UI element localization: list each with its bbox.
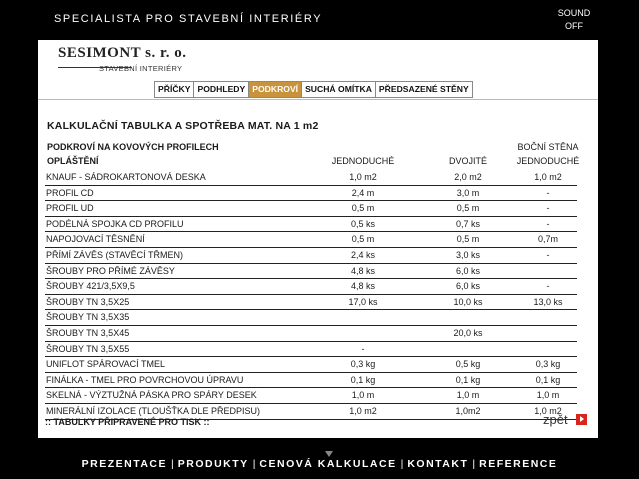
value-side-wall: 1,0 m: [536, 390, 560, 401]
value-side-wall: 13,0 ks: [533, 296, 563, 307]
tab-podhledy[interactable]: PODHLEDY: [194, 81, 249, 98]
table-head-system: PODKROVÍ NA KOVOVÝCH PROFILECH: [47, 142, 219, 152]
value-single: 4,8 ks: [350, 265, 375, 276]
value-side-wall: -: [546, 203, 550, 214]
value-single: 0,1 kg: [350, 374, 376, 385]
back-link[interactable]: zpět: [543, 412, 568, 427]
table-row: [45, 373, 577, 389]
table-row: [45, 326, 577, 342]
table-row: [45, 388, 577, 404]
value-single: 1,0 m2: [349, 405, 377, 416]
material-name: PROFIL CD: [46, 187, 94, 198]
material-name: ŠROUBY TN 3,5X25: [46, 296, 130, 307]
value-single: 17,0 ks: [348, 296, 378, 307]
value-single: 0,5 ks: [350, 218, 375, 229]
nav-cenova-kalkulace[interactable]: CENOVÁ KALKULACE: [259, 458, 397, 470]
sound-label: SOUND: [557, 8, 591, 18]
material-name: NAPOJOVACÍ TĚSNĚNÍ: [46, 234, 145, 245]
nav-reference[interactable]: REFERENCE: [479, 458, 558, 470]
value-single: 4,8 ks: [350, 281, 375, 292]
value-double: 6,0 ks: [455, 281, 480, 292]
material-name: FINÁLKA - TMEL PRO POVRCHOVOU ÚPRAVU: [46, 374, 244, 385]
table-row: [45, 170, 577, 186]
value-double: 2,0 m2: [454, 172, 482, 182]
value-single: 2,4 ks: [350, 249, 375, 260]
value-side-wall: -: [546, 218, 550, 229]
value-double: 1,0 m: [456, 390, 480, 401]
content-panel: [38, 40, 598, 438]
material-name: KNAUF - SÁDROKARTONOVÁ DESKA: [46, 172, 206, 182]
value-double: 1,0m2: [455, 405, 481, 416]
table-row: [45, 217, 577, 233]
table-row: [45, 357, 577, 373]
tab-predsazene-steny[interactable]: PŘEDSAZENÉ STĚNY: [376, 81, 473, 98]
table-row: [45, 201, 577, 217]
sound-state: OFF: [565, 21, 583, 31]
value-side-wall: -: [546, 249, 550, 260]
nav-separator: |: [400, 458, 404, 470]
value-double: 3,0 m: [456, 187, 480, 198]
tab-sucha-omitka[interactable]: SUCHÁ OMÍTKA: [302, 81, 376, 98]
value-side-wall: 0,3 kg: [535, 359, 561, 370]
value-single: 1,0 m: [351, 390, 375, 401]
table-row: [45, 264, 577, 280]
material-name: UNIFLOT SPÁROVACÍ TMEL: [46, 359, 166, 370]
value-single: 1,0 m2: [349, 172, 377, 182]
table-row: [45, 186, 577, 202]
table-row: [45, 342, 577, 358]
value-single: 0,3 kg: [350, 359, 376, 370]
table-title: KALKULAČNÍ TABULKA A SPOTŘEBA MAT. NA 1 m2: [47, 120, 319, 132]
table-row: [45, 310, 577, 326]
value-double: 0,7 ks: [455, 218, 480, 229]
table-row: [45, 232, 577, 248]
material-name: ŠROUBY TN 3,5X35: [46, 312, 130, 323]
divider: [38, 99, 598, 100]
value-single: 0,5 m: [351, 234, 375, 245]
value-double: 10,0 ks: [453, 296, 483, 307]
nav-separator: |: [472, 458, 476, 470]
company-logo[interactable]: SESIMONT s. r. o.: [58, 45, 187, 61]
table-row: [45, 279, 577, 295]
value-double: 0,1 kg: [455, 374, 481, 385]
nav-pointer-icon: [325, 451, 333, 457]
value-double: 20,0 ks: [453, 327, 483, 338]
category-tabs: [154, 81, 473, 98]
site-tagline: SPECIALISTA PRO STAVEBNÍ INTERIÉRY: [54, 13, 323, 25]
print-tables-link[interactable]: :: TABULKY PŘIPRAVENÉ PRO TISK ::: [45, 417, 210, 427]
value-double: 0,5 m: [456, 234, 480, 245]
value-double: 0,5 kg: [455, 359, 481, 370]
tab-pricky[interactable]: PŘÍČKY: [154, 81, 194, 98]
material-table: [45, 170, 577, 420]
nav-prezentace[interactable]: PREZENTACE: [81, 458, 168, 470]
col-header-single: JEDNODUCHÉ: [331, 156, 395, 166]
col-header-side-wall: BOČNÍ STĚNA: [517, 142, 579, 152]
back-arrow-icon[interactable]: [576, 414, 587, 425]
value-side-wall: -: [546, 187, 550, 198]
material-name: SKELNÁ - VÝZTUŽNÁ PÁSKA PRO SPÁRY DESEK: [46, 390, 257, 401]
material-name: PŘÍMÍ ZÁVĚS (STAVĚCÍ TŘMEN): [46, 249, 184, 260]
value-side-wall: -: [546, 281, 550, 292]
col-header-double: DVOJITÉ: [448, 156, 487, 166]
table-row: [45, 248, 577, 264]
value-side-wall: 0,7m: [537, 234, 558, 245]
material-name: ŠROUBY TN 3,5X45: [46, 327, 130, 338]
table-head-cladding: OPLÁŠTĚNÍ: [47, 156, 99, 166]
value-side-wall: 1,0 m2: [534, 405, 562, 416]
nav-separator: |: [171, 458, 174, 470]
nav-produkty[interactable]: PRODUKTY: [177, 458, 249, 470]
sound-toggle[interactable]: [556, 7, 592, 33]
nav-separator: |: [252, 458, 256, 470]
value-single: 0,5 m: [351, 203, 375, 214]
material-name: ŠROUBY TN 3,5X55: [46, 343, 130, 354]
value-double: 6,0 ks: [455, 265, 480, 276]
value-single: 2,4 m: [351, 187, 375, 198]
tab-podkrovi[interactable]: PODKROVÍ: [249, 81, 302, 98]
material-name: MINERÁLNÍ IZOLACE (TLOUŠŤKA DLE PŘEDPISU): [46, 405, 261, 416]
material-name: ŠROUBY PRO PŘÍMÉ ZÁVĚSY: [46, 265, 175, 276]
value-single: -: [361, 343, 365, 354]
material-name: PODÉLNÁ SPOJKA CD PROFILU: [46, 218, 184, 229]
value-side-wall: 1,0 m2: [534, 172, 562, 182]
main-nav: [0, 458, 639, 470]
nav-kontakt[interactable]: KONTAKT: [407, 458, 469, 470]
table-row: [45, 295, 577, 311]
col-header-side-wall-single: JEDNODUCHÉ: [516, 156, 580, 166]
material-name: PROFIL UD: [46, 203, 94, 214]
value-double: 0,5 m: [456, 203, 480, 214]
value-double: 3,0 ks: [455, 249, 480, 260]
company-subtitle: STAVEBNÍ INTERIÉRY: [99, 64, 183, 73]
value-side-wall: 0,1 kg: [535, 374, 561, 385]
material-name: ŠROUBY 421/3,5X9,5: [46, 281, 135, 292]
